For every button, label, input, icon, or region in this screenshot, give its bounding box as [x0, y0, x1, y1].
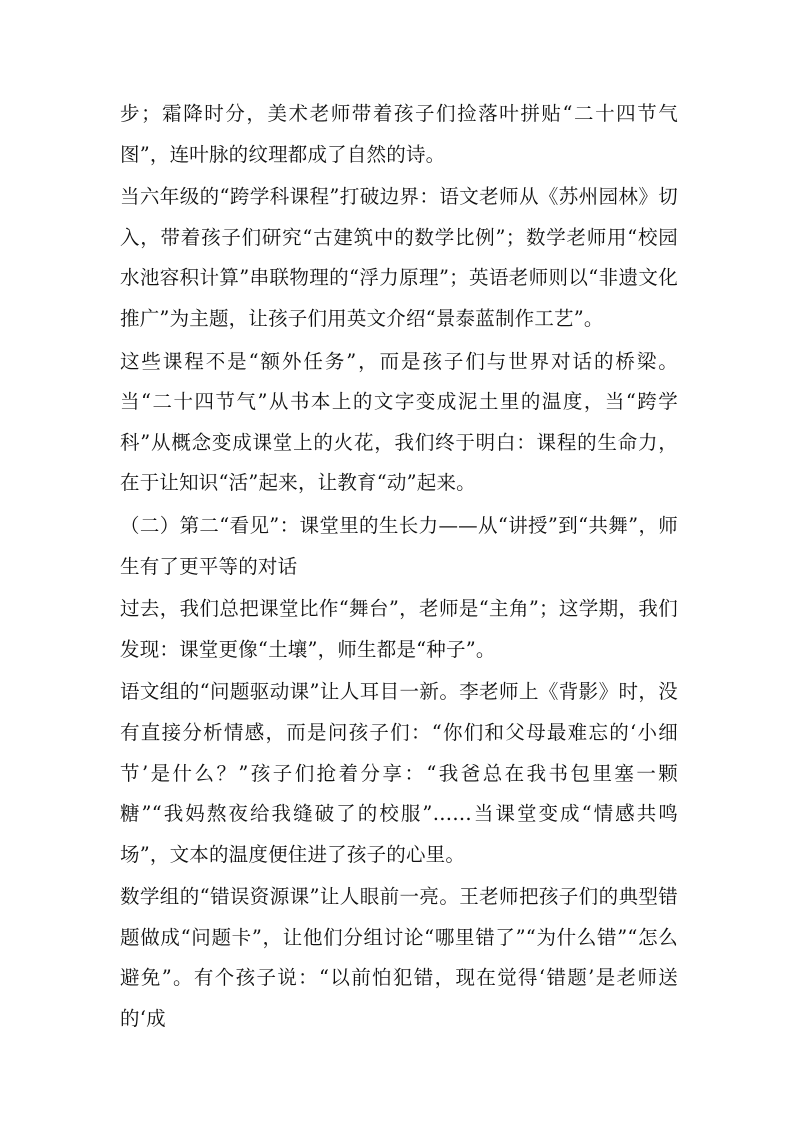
paragraph-solar-terms-art: 步；霜降时分，美术老师带着孩子们捡落叶拼贴“二十四节气图”，连叶脉的纹理都成了自然的诗。 — [120, 102, 678, 166]
paragraph-cross-subject-course: 当六年级的“跨学科课程”打破边界：语文老师从《苏州园林》切入，带着孩子们研究“古建筑中的数学比例”；数学老师用“校园水池容积计算”串联物理的“浮力原理”；英语老师则以“非遗文化推广”为主题，让孩子们用英文介绍“景泰蓝制作工艺”。 — [120, 185, 678, 330]
section-heading-classroom-growth: （二）第二“看见”：课堂里的生长力——从“讲授”到“共舞”，师生有了更平等的对话 — [120, 513, 678, 578]
paragraph-course-reflection: 这些课程不是“额外任务”，而是孩子们与世界对话的桥梁。当“二十四节气”从书本上的文字变成泥土里的温度，当“跨学科”从概念变成课堂上的火花，我们终于明白：课程的生命力，在于让知识“活”起来，让教育“动”起来。 — [120, 349, 678, 495]
paragraph-chinese-group: 语文组的“问题驱动课”让人耳目一新。李老师上《背影》时，没有直接分析情感，而是问孩子们：“你们和父母最难忘的‘小细节’是什么？”孩子们抢着分享：“我爸总在我书包里塞一颗糖”“我妈熬夜给我缝破了的校服”……当课堂变成“情感共鸣场”，文本的温度便住进了孩子的心里。 — [120, 680, 678, 866]
paragraph-math-group: 数学组的“错误资源课”让人眼前一亮。王老师把孩子们的典型错题做成“问题卡”，让他们分组讨论“哪里错了”“为什么错”“怎么避免”。有个孩子说：“以前怕犯错，现在觉得‘错题’是老师送的‘成 — [120, 885, 678, 1031]
document-page — [120, 94, 678, 1042]
paragraph-classroom-soil: 过去，我们总把课堂比作“舞台”，老师是“主角”；这学期，我们发现：课堂更像“土壤”，师生都是“种子”。 — [120, 597, 678, 661]
